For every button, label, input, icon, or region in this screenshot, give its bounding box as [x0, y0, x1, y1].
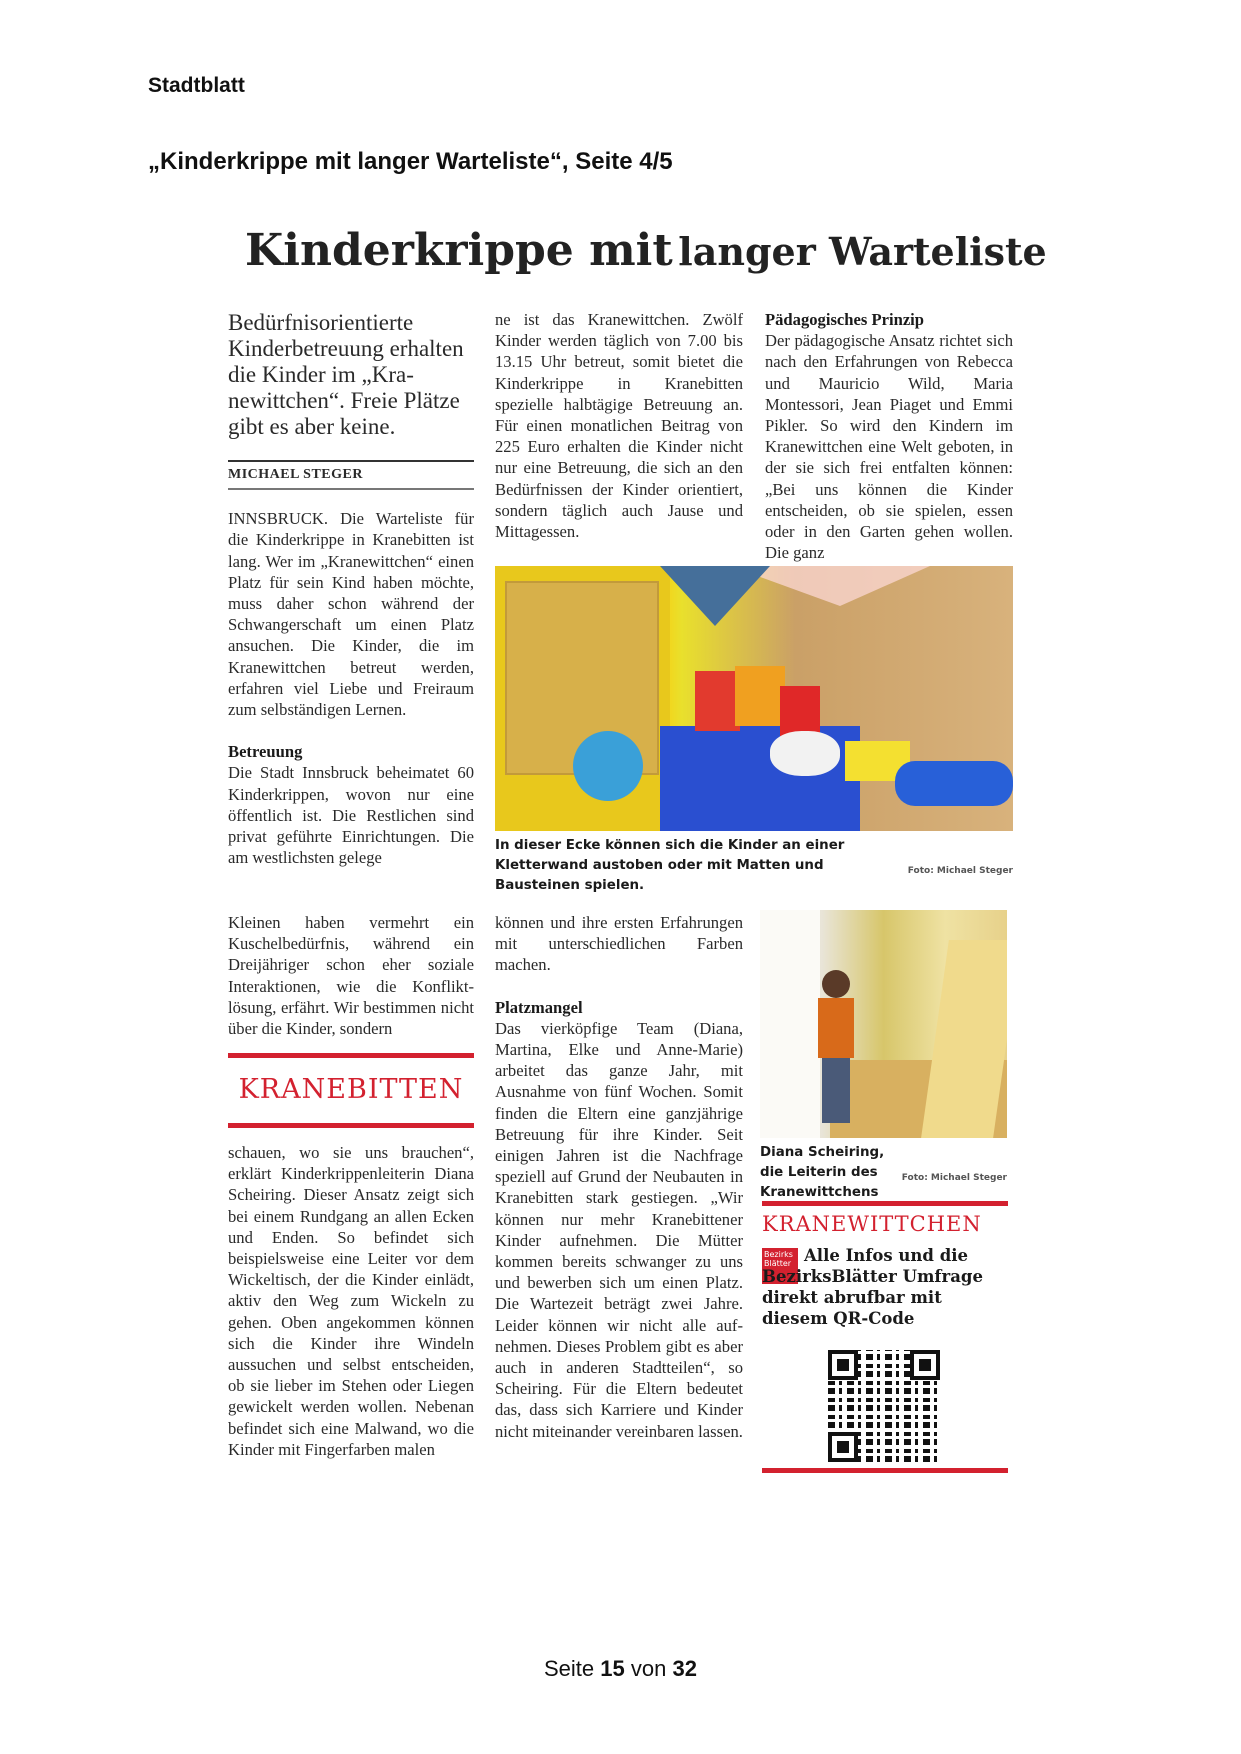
document-subtitle: „Kinderkrippe mit langer Warteliste“, Seite 4/5	[148, 148, 673, 175]
infobox-rule-top	[762, 1201, 1008, 1206]
intro-paragraph: INNSBRUCK. Die Warteliste für die Kinderkrippe in Kranebitten ist lang. Wer im „Kranewittchen“ einen Platz für sein Kind haben möchte, muss daher schon während der Schwangerschaft um einen Platz ansuchen. Die Kinder, die im Kranewittchen betreut werden, erfahren viel Liebe und Freiraum zum selbständigen Lernen.	[228, 509, 474, 720]
photo-2-caption-block	[760, 1143, 1007, 1203]
lower-col1-text-a: Kleinen haben vermehrt ein Kuschelbedürfnis, während ein Dreijähriger schon eher soziale Interaktionen, wie die Konfliktlösung, erfährt. Wir bestimmen nicht über die Kinder, sondern	[228, 913, 474, 1039]
infobox-title: KRANEWITTCHEN	[762, 1212, 982, 1236]
qr-finder	[910, 1350, 940, 1380]
upper-column-2	[495, 309, 743, 542]
qr-finder	[828, 1432, 858, 1462]
photo-1-credit: Foto: Michael Steger	[907, 866, 1013, 876]
photo-2-credit: Foto: Michael Steger	[901, 1173, 1007, 1183]
qr-finder	[828, 1350, 858, 1380]
section-heading-platzmangel: Platzmangel	[495, 997, 583, 1017]
bezirksblaetter-logo: Bezirks Blätter	[762, 1248, 798, 1284]
infobox-rule-bottom	[762, 1468, 1008, 1473]
byline: MICHAEL STEGER	[228, 460, 474, 490]
footer-prefix: Seite	[544, 1656, 595, 1681]
lower-col2-text-a: können und ihre ersten Erfahrungen mit unterschiedlichen Farben machen.	[495, 913, 743, 975]
footer-total-pages: 32	[672, 1656, 697, 1681]
upper-column-1	[228, 310, 474, 868]
lower-col1-text-b: schauen, wo sie uns brauchen“, erklärt Kinderkrippenleiterin Diana Scheiring. Dieser Ansatz zeigt sich bei einem Rundgang an allen Ecken und Enden. So befindet sich beispielsweise eine Leiter vor dem Wickeltisch, der die Kinder einlädt, aktiv den Weg zum Wickeln zu gehen. Oben angekommen können sich die Kinder ihre Windeln aussuchen und selbst entscheiden, ob sie lieber im Stehen oder Liegen gewickelt werden wollen. Nebenan befindet sich eine Malwand, wo die Kinder mit Fingerfarben malen	[228, 1143, 474, 1459]
pull-label-kranebitten: KRANEBITTEN	[238, 1074, 464, 1105]
photo-1-caption: In dieser Ecke können sich die Kinder an einer Kletterwand austoben oder mit Matten und Bausteinen spielen.	[495, 838, 845, 893]
headline-part-1: Kinderkrippe mit	[245, 225, 673, 276]
upper-column-3	[765, 309, 1013, 563]
headline-part-2: langer Warteliste	[678, 229, 1047, 274]
footer-page-number: 15	[600, 1656, 625, 1681]
article-headline	[245, 225, 1047, 276]
infobox-text: Alle Infos und die BezirksBlätter Umfrage direkt abrufbar mit diesem QR-Code	[762, 1246, 983, 1328]
source-name: Stadtblatt	[148, 74, 245, 97]
photo-1-caption-block	[495, 836, 1013, 896]
lower-column-1-top	[228, 912, 474, 1039]
section-text-platzmangel: Das vierköpfige Team (Diana, Martina, Elke und Anne-Marie) arbeitet das ganze Jahr, mit Ausnahme von fünf Wochen. Somit finden die Eltern eine ganzjährige Betreuung für ihre Kinder. Seit einigen Jahren ist die Nachfrage speziell auf Grund der Neubauten in Kranebitten stark gestiegen. „Wir können nur mehr Kranebittener Kinder aufnehmen. Die Mütter kommen bereits schwanger zu uns und bewerben sich um einen Platz. Die Wartezeit beträgt zwei Jahre. Leider können wir nicht alle aufnehmen. Dieses Problem gibt es aber auch in anderen Stadtteilen“, so Scheiring. Für die Eltern bedeutet das, dass sich Karriere und Kinder nicht miteinander vereinbaren lassen.	[495, 1018, 743, 1441]
article-lead: Bedürfnisorientierte Kinderbetreuung erhalten die Kinder im „Kranewittchen“. Freie Plätze gibt es aber keine.	[228, 310, 464, 439]
section-text-betreuung: Die Stadt Innsbruck beheimatet 60 Kinderkrippen, wovon nur eine öffentlich ist. Die Restlichen sind privat geführte Einrichtungen. Die am westlichsten gelege	[228, 763, 474, 868]
section-heading-betreuung: Betreuung	[228, 742, 303, 762]
page-footer	[0, 1656, 1241, 1682]
pull-label-rule-top	[228, 1053, 474, 1058]
section-text-prinzip: Der pädagogische Ansatz richtet sich nach den Erfahrungen von Rebecca und Mauricio Wild, Maria Montessori, Jean Piaget und Emmi Pikler. So wird den Kindern im Kranewittchen eine Welt geboten, in der sie sich frei entfalten können: „Bei uns können die Kinder entscheiden, ob sie spielen, essen oder in den Garten gehen wollen. Die ganz	[765, 331, 1013, 563]
lower-column-1-bottom	[228, 1142, 474, 1460]
lower-column-2	[495, 912, 743, 1442]
photo-diana-scheiring	[760, 910, 1007, 1138]
photo-2-caption: Diana Scheiring, die Leiterin des Kranewittchens	[760, 1145, 885, 1200]
column-2-text: ne ist das Kranewittchen. Zwölf Kinder werden täglich von 7.00 bis 13.15 Uhr betreut, somit bietet die Kinderkrippe in Kranebitten spezielle halbtägige Betreuung an. Für einen monatlichen Beitrag von 225 Euro erhalten die Kinder nicht nur eine Betreuung, die sich an den Bedürfnissen der Kinder orientiert, sondern täglich auch Jause und Mittagessen.	[495, 310, 743, 542]
pull-label-rule-bottom	[228, 1123, 474, 1128]
footer-middle: von	[630, 1656, 667, 1681]
section-heading-prinzip: Pädagogisches Prinzip	[765, 310, 925, 329]
photo-play-corner	[495, 566, 1013, 831]
